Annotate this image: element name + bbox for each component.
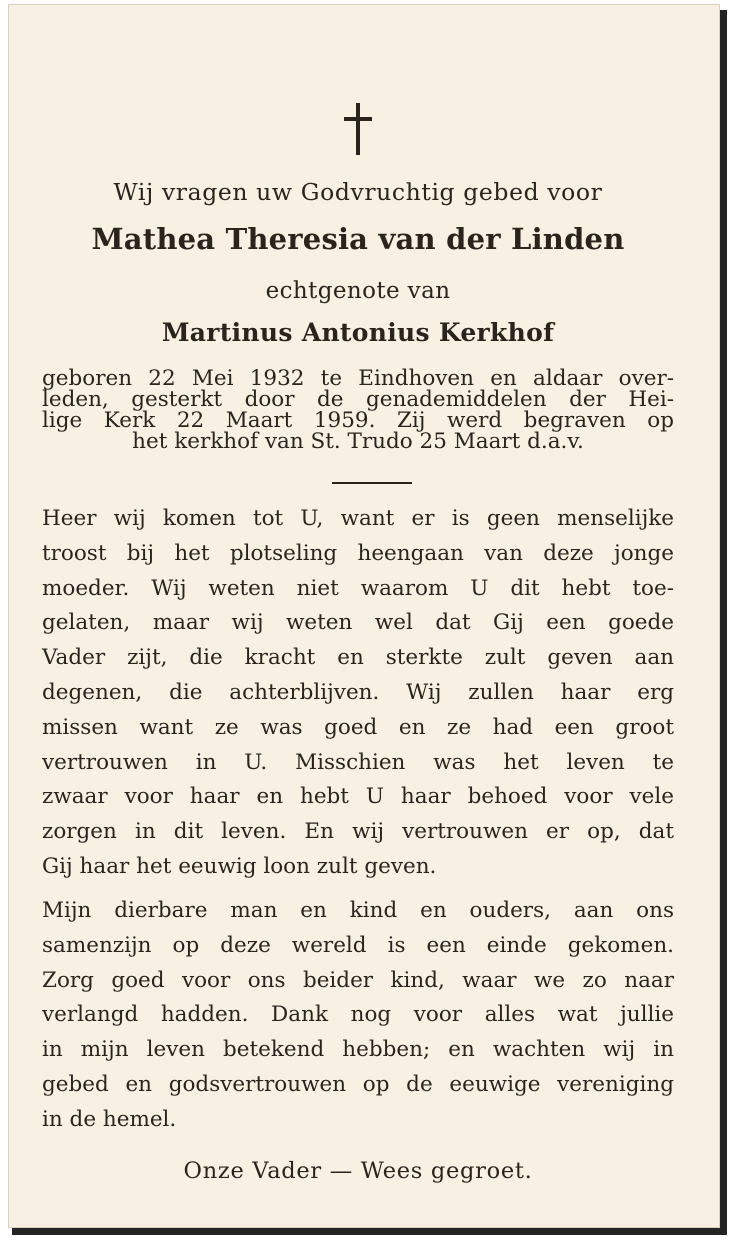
closing-prayers: Onze Vader — Wees gegroet. <box>183 1158 533 1184</box>
paragraph-line: zwaar voor haar en hebt U haar behoed voor vele <box>42 784 674 810</box>
divider <box>332 482 412 484</box>
paragraph-line: samenzijn op deze wereld is een einde gekomen. <box>42 932 674 958</box>
spouse-label: echtgenote van <box>265 278 451 304</box>
paragraph-line: zorgen in dit leven. En wij vertrouwen er op, dat <box>42 819 674 845</box>
prayer-request: Wij vragen uw Godvruchtig gebed voor <box>113 178 603 206</box>
farewell-paragraph <box>42 894 674 1138</box>
spouse-name: Martinus Antonius Kerkhof <box>161 318 555 347</box>
paragraph-line: Mijn dierbare man en kind en ouders, aan ons <box>42 898 674 923</box>
paragraph-line: in mijn leven betekend hebben; en wachten wij in <box>42 1037 674 1063</box>
birth-death-details <box>42 368 674 452</box>
paragraph-line: degenen, die achterblijven. Wij zullen haar erg <box>42 679 674 705</box>
paragraph-line: Gij haar het eeuwig loon zult geven. <box>42 853 437 879</box>
paragraph-line: gebed en godsvertrouwen op de eeuwige vereniging <box>42 1071 674 1097</box>
paragraph-line: moeder. Wij weten niet waarom U dit hebt toe- <box>42 575 674 601</box>
details-line: geboren 22 Mei 1932 te Eindhoven en aldaar over- <box>42 366 674 391</box>
prayer-paragraph <box>42 502 674 885</box>
paragraph-line: Vader zijt, die kracht en sterkte zult geven aan <box>42 645 674 671</box>
card-shadow-right <box>720 10 727 1232</box>
paragraph-line: verlangd hadden. Dank nog voor alles wat jullie <box>42 1002 674 1028</box>
paragraph-line: vertrouwen in U. Misschien was het leven te <box>42 749 674 775</box>
paragraph-line: Zorg goed voor ons beider kind, waar we zo naar <box>42 967 674 993</box>
paragraph-line: gelaten, maar wij weten wel dat Gij een goede <box>42 610 674 636</box>
details-line: het kerkhof van St. Trudo 25 Maart d.a.v. <box>132 429 584 454</box>
paragraph-line: Heer wij komen tot U, want er is geen menselijke <box>42 506 674 531</box>
card-shadow-bottom <box>12 1228 727 1235</box>
details-line: leden, gesterkt door de genademiddelen der Hei- <box>42 387 674 412</box>
paragraph-line: in de hemel. <box>42 1106 177 1132</box>
paragraph-line: missen want ze was goed en ze had een groot <box>42 714 674 740</box>
paragraph-line: troost bij het plotseling heengaan van deze jonge <box>42 540 674 566</box>
cross-icon <box>340 103 376 155</box>
details-line: lige Kerk 22 Maart 1959. Zij werd begraven op <box>42 408 674 433</box>
deceased-name: Mathea Theresia van der Linden <box>91 222 625 256</box>
